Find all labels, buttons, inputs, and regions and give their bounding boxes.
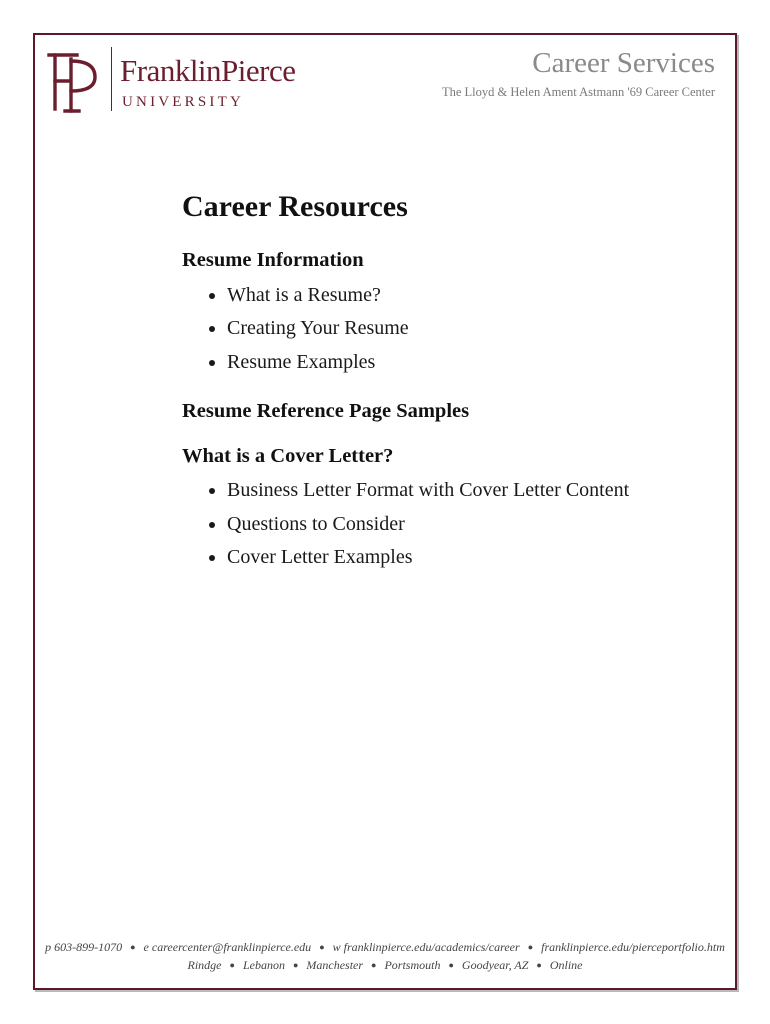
- location: Lebanon: [242, 958, 285, 972]
- list-item[interactable]: • Questions to Consider: [227, 508, 722, 542]
- list-item[interactable]: • What is a Resume?: [227, 279, 722, 313]
- footer-phone: p 603-899-1070: [45, 940, 123, 954]
- resume-links-list: [182, 279, 722, 380]
- bullet-separator: ●: [229, 960, 235, 970]
- list-item[interactable]: • Creating Your Resume: [227, 312, 722, 346]
- logo-name: FranklinPierce: [120, 53, 296, 88]
- main-content: [182, 190, 722, 595]
- location: Rindge: [187, 958, 222, 972]
- section-cover-letter: [182, 444, 722, 575]
- bullet-separator: ●: [536, 960, 542, 970]
- bullet-separator: ●: [292, 960, 299, 970]
- bullet-separator: ●: [527, 942, 534, 952]
- bullet-separator: ●: [448, 960, 454, 970]
- page-title: Career Resources: [182, 190, 408, 223]
- footer-contact-line: [35, 938, 735, 956]
- department-subtitle: The Lloyd & Helen Ament Astmann '69 Career Center: [441, 84, 715, 99]
- section-heading[interactable]: Resume Reference Page Samples: [182, 400, 470, 423]
- footer-locations-line: [35, 956, 735, 974]
- bullet-separator: ●: [371, 960, 377, 970]
- department-title: Career Services: [532, 47, 715, 79]
- list-item[interactable]: • Resume Examples: [227, 346, 722, 380]
- bullet-separator: ●: [130, 942, 136, 952]
- location: Online: [549, 958, 583, 972]
- section-heading: Resume Information: [182, 249, 364, 271]
- bullet-separator: ●: [319, 942, 325, 952]
- section-resume-information: [182, 248, 722, 379]
- section-heading: What is a Cover Letter?: [182, 444, 394, 467]
- location: Goodyear, AZ: [461, 958, 529, 972]
- list-item[interactable]: • Business Letter Format with Cover Letter Content: [227, 474, 722, 508]
- location: Portsmouth: [384, 958, 441, 972]
- footer-web[interactable]: w franklinpierce.edu/academics/career: [332, 940, 520, 954]
- page-footer: [35, 938, 735, 974]
- logo-divider: [111, 47, 112, 111]
- university-logo: [47, 47, 296, 115]
- cover-letter-links-list: [182, 474, 722, 575]
- footer-portfolio[interactable]: franklinpierce.edu/pierceportfolio.htm: [541, 940, 725, 954]
- fp-monogram-icon: [47, 47, 107, 115]
- logo-subtitle: UNIVERSITY: [122, 94, 244, 110]
- section-reference-samples: [182, 399, 722, 424]
- list-item[interactable]: • Cover Letter Examples: [227, 541, 722, 575]
- department-header: [442, 48, 715, 100]
- document-page: [33, 33, 737, 990]
- footer-email[interactable]: e careercenter@franklinpierce.edu: [143, 940, 312, 954]
- location: Manchester: [306, 958, 364, 972]
